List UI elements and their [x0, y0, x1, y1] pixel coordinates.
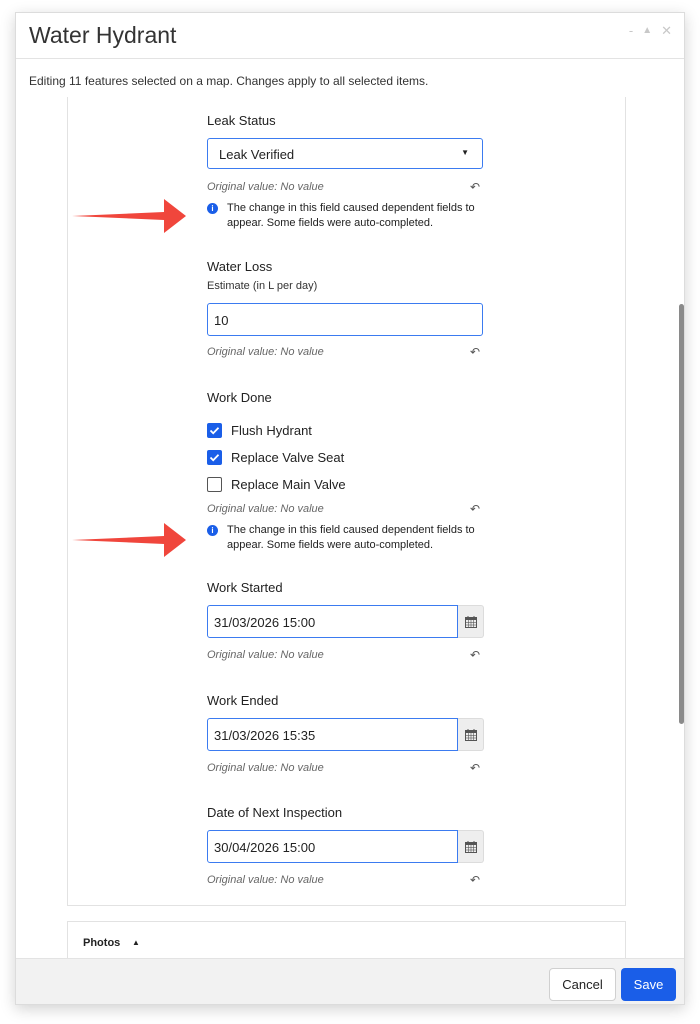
chevron-down-icon: ▼: [461, 148, 469, 157]
undo-icon[interactable]: ↶: [469, 761, 480, 775]
checkbox-label: Replace Valve Seat: [231, 450, 345, 465]
original-value-work-done: [207, 503, 483, 515]
photos-section: [67, 921, 626, 958]
original-value-work-ended: [207, 762, 483, 774]
dialog-header: [16, 13, 684, 59]
calendar-button[interactable]: [458, 830, 484, 863]
field-leak-status: [207, 113, 487, 128]
checkbox-label: Replace Main Valve: [231, 477, 346, 492]
input-value: 31/03/2026 15:35: [214, 728, 316, 743]
water-loss-input[interactable]: [207, 303, 483, 336]
dialog: [15, 12, 685, 1005]
original-value-next-inspection: [207, 874, 483, 886]
original-value-text: Original value: No value: [207, 649, 324, 661]
checkbox-unchecked[interactable]: [207, 477, 222, 492]
original-value-text: Original value: No value: [207, 181, 324, 193]
field-work-ended: [207, 693, 487, 708]
minimize-icon[interactable]: -: [628, 23, 634, 38]
checkbox-checked[interactable]: [207, 423, 222, 438]
field-label: Work Ended: [207, 693, 279, 708]
check-icon: [207, 423, 222, 438]
checkbox-label: Flush Hydrant: [231, 423, 312, 438]
calendar-icon: [458, 606, 484, 639]
next-inspection-datetime: [207, 830, 483, 863]
field-label: Work Done: [207, 390, 272, 405]
undo-icon[interactable]: ↶: [469, 345, 480, 359]
info-icon: i: [207, 525, 218, 536]
original-value-text: Original value: No value: [207, 762, 324, 774]
original-value-text: Original value: No value: [207, 874, 324, 886]
info-icon: i: [207, 203, 218, 214]
close-icon[interactable]: ✕: [661, 23, 672, 38]
form-scroll-area: [16, 97, 684, 958]
work-started-datetime: [207, 605, 483, 638]
original-value-text: Original value: No value: [207, 346, 324, 358]
original-value-water-loss: [207, 346, 483, 358]
chevron-up-icon[interactable]: ▲: [132, 938, 140, 947]
calendar-button[interactable]: [458, 605, 484, 638]
calendar-icon: [458, 831, 484, 864]
collapse-icon[interactable]: ▲: [642, 25, 653, 36]
window-controls: [629, 23, 672, 39]
input-value: 10: [214, 313, 229, 328]
calendar-icon: [458, 719, 484, 752]
undo-icon[interactable]: ↶: [469, 873, 480, 887]
calendar-button[interactable]: [458, 718, 484, 751]
save-button[interactable]: Save: [621, 968, 676, 1001]
leak-status-select[interactable]: [207, 138, 483, 169]
scrollbar[interactable]: [679, 304, 684, 724]
undo-icon[interactable]: ↶: [469, 180, 480, 194]
editing-description: Editing 11 features selected on a map. Changes apply to all selected items.: [29, 74, 429, 88]
dialog-title: Water Hydrant: [29, 22, 177, 48]
input-value: 31/03/2026 15:00: [214, 615, 316, 630]
check-icon: [207, 450, 222, 465]
field-label: Water Loss: [207, 259, 273, 274]
field-label: Leak Status: [207, 113, 276, 128]
work-ended-input[interactable]: [207, 718, 458, 751]
field-work-started: [207, 580, 487, 595]
input-value: 30/04/2026 15:00: [214, 840, 316, 855]
work-started-input[interactable]: [207, 605, 458, 638]
original-value-text: Original value: No value: [207, 503, 324, 515]
annotation-arrow: [72, 197, 188, 235]
field-hint: Estimate (in L per day): [207, 280, 318, 292]
field-label: Date of Next Inspection: [207, 805, 343, 820]
field-water-loss: [207, 259, 487, 292]
photos-toggle[interactable]: Photos: [83, 937, 121, 949]
undo-icon[interactable]: ↶: [469, 648, 480, 662]
cancel-button[interactable]: Cancel: [549, 968, 616, 1001]
field-work-done: [207, 390, 487, 405]
next-inspection-input[interactable]: [207, 830, 458, 863]
field-label: Work Started: [207, 580, 283, 595]
info-message-text: The change in this field caused dependent fields to appear. Some fields were auto-completed.: [227, 524, 475, 551]
work-ended-datetime: [207, 718, 483, 751]
checkbox-checked[interactable]: [207, 450, 222, 465]
original-value-work-started: [207, 649, 483, 661]
dialog-footer: [16, 958, 684, 1005]
info-message-text: The change in this field caused dependent fields to appear. Some fields were auto-completed.: [227, 202, 475, 229]
annotation-arrow: [72, 521, 188, 559]
original-value-leak-status: [207, 181, 483, 193]
select-value: Leak Verified: [219, 147, 295, 162]
field-next-inspection: [207, 805, 487, 820]
undo-icon[interactable]: ↶: [469, 502, 480, 516]
